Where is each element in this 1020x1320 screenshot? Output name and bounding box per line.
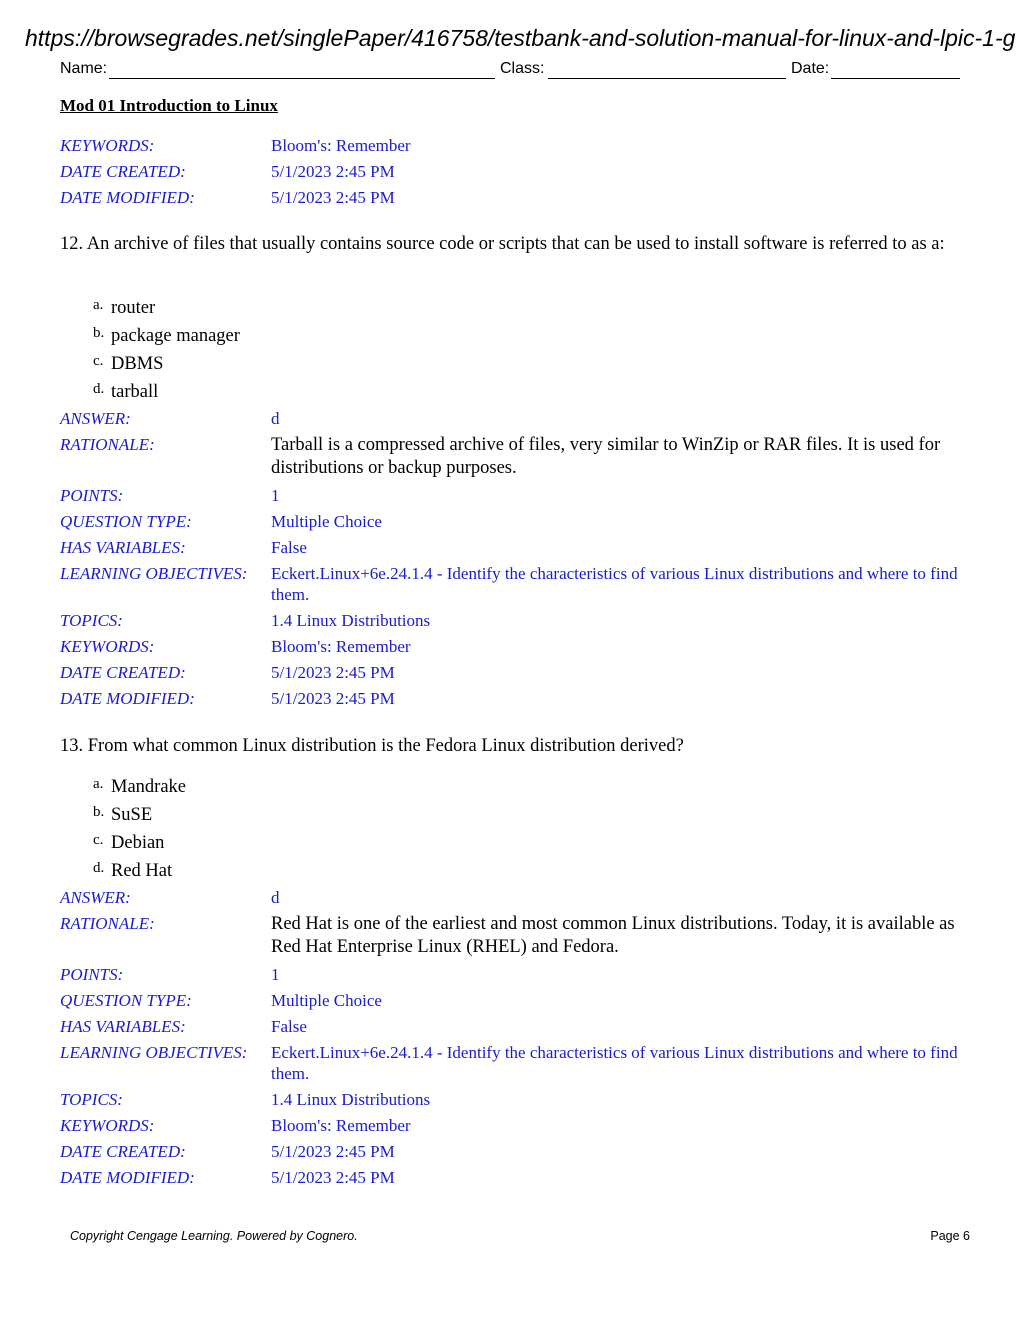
meta-value: 1 [271,486,280,505]
meta-value: 5/1/2023 2:45 PM [271,162,395,181]
meta-label: KEYWORDS: [60,1116,155,1135]
option-b [93,322,240,350]
date-blank [831,78,960,79]
meta-value: 1 [271,965,280,984]
meta-row-has-variables [60,1016,960,1037]
top-meta-block [60,135,960,213]
meta-value: 5/1/2023 2:45 PM [271,1142,395,1161]
meta-value: 5/1/2023 2:45 PM [271,188,395,207]
option-text: Mandrake [111,777,186,797]
option-text: DBMS [111,354,164,374]
meta-label: LEARNING OBJECTIVES: [60,564,248,583]
meta-label: KEYWORDS: [60,637,155,656]
source-url[interactable]: https://browsegrades.net/singlePaper/416758/testbank-and-solution-manual-for-linux-and-lpic-1-g [25,25,1016,51]
meta-value: 5/1/2023 2:45 PM [271,689,395,708]
option-d [93,857,186,885]
name-label: Name: [60,60,108,77]
option-c [93,829,186,857]
meta-value: False [271,1017,307,1036]
name-blank [109,78,495,79]
question-13-options [93,773,186,885]
meta-label: QUESTION TYPE: [60,991,192,1010]
option-a [93,773,186,801]
meta-row-learning-objectives [60,563,960,605]
meta-value: Eckert.Linux+6e.24.1.4 - Identify the characteristics of various Linux distributions and where to find them. [271,564,958,604]
meta-row-date-modified [60,1167,960,1188]
meta-label: DATE MODIFIED: [60,1168,195,1187]
question-13-meta [60,887,960,1193]
question-text: An archive of files that usually contains source code or scripts that can be used to install software is referred to as a: [86,234,945,254]
meta-value: Red Hat is one of the earliest and most common Linux distributions. Today, it is available as Red Hat Enterprise Linux (RHEL) and Fedora. [271,914,955,957]
date-label: Date: [791,60,830,77]
meta-value: 1.4 Linux Distributions [271,611,431,630]
meta-value: d [271,409,280,428]
meta-row-date-created [60,662,960,683]
meta-label: DATE CREATED: [60,162,186,181]
meta-label: HAS VARIABLES: [60,1017,186,1036]
question-text: From what common Linux distribution is the Fedora Linux distribution derived? [87,736,684,756]
option-a [93,294,240,322]
meta-label: RATIONALE: [60,435,155,454]
meta-value: d [271,888,280,907]
meta-row-keywords [60,135,960,156]
meta-label: TOPICS: [60,1090,123,1109]
option-text: SuSE [111,805,153,825]
section-title: Mod 01 Introduction to Linux [60,96,278,115]
meta-label: POINTS: [60,486,124,505]
meta-row-keywords [60,1115,960,1136]
meta-row-answer [60,408,960,429]
option-b [93,801,186,829]
meta-row-learning-objectives [60,1042,960,1084]
option-letter: d. [93,381,105,397]
meta-label: RATIONALE: [60,914,155,933]
meta-value: Tarball is a compressed archive of files, very similar to WinZip or RAR files. It is used for distributions or backup purposes. [271,435,941,478]
option-text: Debian [111,833,165,853]
option-letter: b. [93,804,105,820]
meta-row-rationale [60,913,960,959]
meta-value: Multiple Choice [271,512,382,531]
meta-row-has-variables [60,537,960,558]
question-12-stem [60,233,960,256]
option-letter: b. [93,325,105,341]
meta-label: DATE CREATED: [60,1142,186,1161]
meta-row-answer [60,887,960,908]
meta-value: 5/1/2023 2:45 PM [271,1168,395,1187]
meta-value: Eckert.Linux+6e.24.1.4 - Identify the characteristics of various Linux distributions and where to find them. [271,1043,958,1083]
meta-value: Bloom's: Remember [271,637,411,656]
meta-row-topics [60,1089,960,1110]
meta-label: KEYWORDS: [60,136,155,155]
meta-row-question-type [60,990,960,1011]
meta-label: POINTS: [60,965,124,984]
option-c [93,350,240,378]
question-13-stem [60,735,960,758]
meta-row-question-type [60,511,960,532]
question-12-options [93,294,240,406]
option-letter: d. [93,860,105,876]
meta-value: Bloom's: Remember [271,1116,411,1135]
class-label: Class: [500,60,545,77]
option-text: router [111,298,156,318]
meta-value: 1.4 Linux Distributions [271,1090,431,1109]
question-12-meta [60,408,960,714]
meta-value: Multiple Choice [271,991,382,1010]
meta-label: DATE CREATED: [60,663,186,682]
option-text: tarball [111,382,159,402]
meta-label: HAS VARIABLES: [60,538,186,557]
meta-row-date-modified [60,187,960,208]
option-letter: c. [93,832,104,848]
meta-value: False [271,538,307,557]
option-letter: a. [93,776,104,792]
meta-label: DATE MODIFIED: [60,689,195,708]
meta-row-rationale [60,434,960,480]
meta-row-date-created [60,161,960,182]
meta-label: ANSWER: [60,888,131,907]
meta-value: 5/1/2023 2:45 PM [271,663,395,682]
meta-label: ANSWER: [60,409,131,428]
meta-label: DATE MODIFIED: [60,188,195,207]
class-blank [548,78,786,79]
footer-page-number: Page 6 [930,1229,970,1243]
meta-label: TOPICS: [60,611,123,630]
option-text: package manager [111,326,240,346]
student-header [60,59,960,81]
option-text: Red Hat [111,861,173,881]
meta-row-topics [60,610,960,631]
footer-copyright: Copyright Cengage Learning. Powered by Cognero. [70,1229,358,1243]
meta-row-date-created [60,1141,960,1162]
meta-row-points [60,485,960,506]
option-d [93,378,240,406]
meta-row-keywords [60,636,960,657]
meta-row-points [60,964,960,985]
meta-value: Bloom's: Remember [271,136,411,155]
question-number: 13. [60,736,84,756]
meta-label: QUESTION TYPE: [60,512,192,531]
question-number: 12. [60,234,84,254]
meta-label: LEARNING OBJECTIVES: [60,1043,248,1062]
meta-row-date-modified [60,688,960,709]
option-letter: a. [93,297,104,313]
option-letter: c. [93,353,104,369]
